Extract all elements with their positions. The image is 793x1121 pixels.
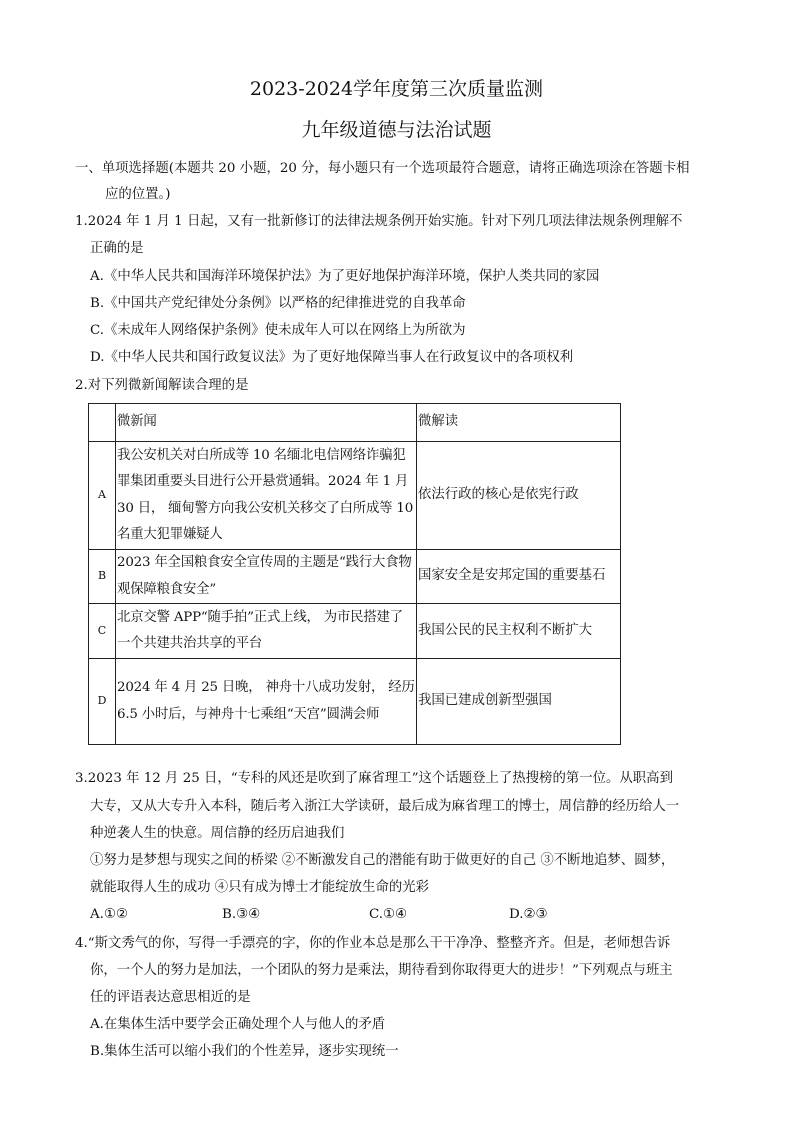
section-heading: 一、单项选择题(本题共 20 小题，20 分，每小题只有一个选项最符合题意，请将正确选项涂在答题卡相: [75, 161, 690, 176]
q4-stem: 4.“斯文秀气的你，写得一手漂亮的字，你的作业本总是那么干干净净、整整齐齐。但是，老师想告诉: [75, 936, 671, 951]
table-header-row: [89, 404, 621, 442]
q1-option-b: B.《中国共产党纪律处分条例》以严格的纪律推进党的自我革命: [90, 296, 466, 311]
q4-option-b: B.集体生活可以缩小我们的个性差异，逐步实现统一: [90, 1044, 399, 1059]
row-reading: 依法行政的核心是依宪行政: [417, 442, 621, 550]
table-row: [89, 442, 621, 550]
q3-option-c: C.①④: [369, 907, 408, 922]
table-row: [89, 659, 621, 745]
row-news: 我公安机关对白所成等 10 名缅北电信网络诈骗犯罪集团重要头目进行公开悬赏通辑。2024 年 1 月 30 日， 缅甸警方向我公安机关移交了白所成等 10 名重大犯罪嫌疑人: [116, 442, 417, 550]
q3-statements: ①努力是梦想与现实之间的桥梁 ②不断激发自己的潜能有助于做更好的自己 ③不断地追梦、圆梦，: [90, 853, 675, 868]
q1-stem: 1.2024 年 1 月 1 日起，又有一批新修订的法律法规条例开始实施。针对下列几项法律法规条例理解不: [75, 214, 683, 229]
q2-stem: 2.对下列微新闻解读合理的是: [75, 378, 249, 393]
q2-news-table: [88, 403, 621, 745]
row-label: B: [89, 550, 116, 604]
table-header-news: 微新闻: [116, 404, 417, 442]
row-news: 北京交警 APP“随手拍”正式上线， 为市民搭建了一个共建共治共享的平台: [116, 604, 417, 659]
row-label: C: [89, 604, 116, 659]
row-reading: 我国已建成创新型强国: [417, 659, 621, 745]
q4-option-a: A.在集体生活中要学会正确处理个人与他人的矛盾: [90, 1017, 386, 1032]
q1-option-c: C.《未成年人网络保护条例》使未成年人可以在网络上为所欲为: [90, 323, 466, 338]
q3-option-a: A.①②: [90, 907, 128, 922]
row-news: 2023 年全国粮食安全宣传周的主题是“践行大食物观保障粮食安全”: [116, 550, 417, 604]
row-news: 2024 年 4 月 25 日晚， 神舟十八成功发射， 经历6.5 小时后，与神舟十七乘组“天宫”圆满会师: [116, 659, 417, 745]
q3-option-d: D.②③: [509, 907, 548, 922]
q1-stem-cont: 正确的是: [90, 241, 144, 256]
q3-stem: 3.2023 年 12 月 25 日，“专科的风还是吹到了麻省理工”这个话题登上了热搜榜的第一位。从职高到: [75, 771, 673, 786]
row-reading: 国家安全是安邦定国的重要基石: [417, 550, 621, 604]
row-reading: 我国公民的民主权利不断扩大: [417, 604, 621, 659]
exam-title: 2023-2024学年度第三次质量监测: [249, 78, 544, 100]
q1-option-d: D.《中华人民共和国行政复议法》为了更好地保障当事人在行政复议中的各项权利: [90, 350, 574, 365]
q4-stem-cont: 任的评语表达意思相近的是: [90, 990, 251, 1005]
table-header-reading: 微解读: [417, 404, 621, 442]
exam-subtitle: 九年级道德与法治试题: [301, 119, 492, 141]
table-header-label: [89, 404, 116, 442]
q3-statements-cont: 就能取得人生的成功 ④只有成为博士才能绽放生命的光彩: [90, 880, 430, 895]
q4-stem-cont: 你，一个人的努力是加法，一个团队的努力是乘法，期待看到你取得更大的进步！”下列观点与班主: [90, 963, 673, 978]
row-label: D: [89, 659, 116, 745]
table-row: [89, 550, 621, 604]
q3-option-b: B.③④: [222, 907, 261, 922]
q3-stem-cont: 大专，又从大专升入本科，随后考入浙江大学读研，最后成为麻省理工的博士，周信静的经历给人一: [90, 799, 680, 814]
table-row: [89, 604, 621, 659]
q1-option-a: A.《中华人民共和国海洋环境保护法》为了更好地保护海洋环境，保护人类共同的家园: [90, 269, 600, 284]
q3-stem-cont: 种逆袭人生的快意。周信静的经历启迪我们: [90, 826, 345, 841]
row-label: A: [89, 442, 116, 550]
section-heading-cont: 应的位置。): [105, 187, 171, 202]
